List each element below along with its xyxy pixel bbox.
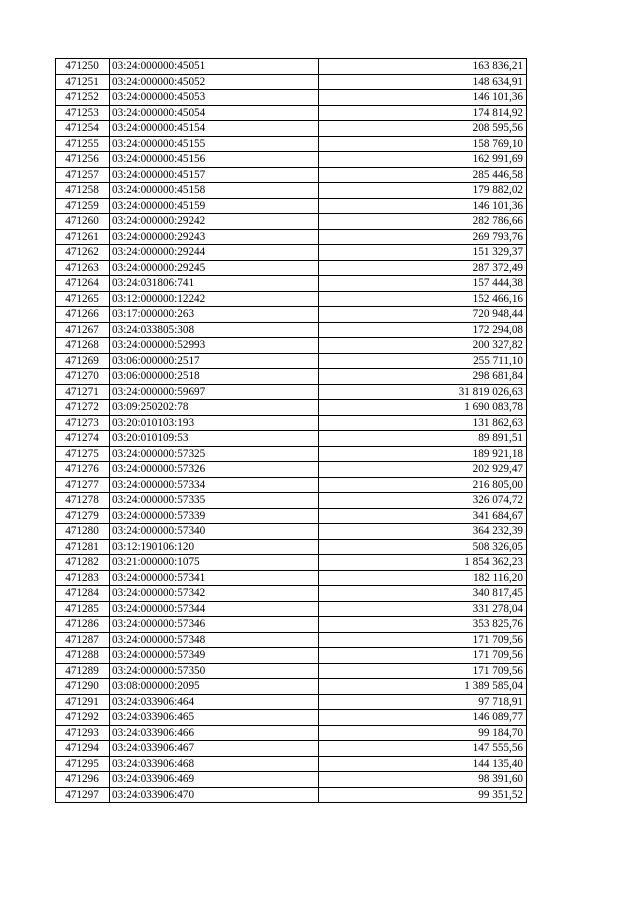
row-number-cell: 471283 xyxy=(56,570,110,586)
amount-cell: 146 101,36 xyxy=(319,198,527,214)
table-row xyxy=(56,570,527,586)
amount-cell: 182 116,20 xyxy=(319,570,527,586)
cadastral-number-cell: 03:24:033906:470 xyxy=(110,787,319,803)
amount-cell: 285 446,58 xyxy=(319,167,527,183)
amount-cell: 99 351,52 xyxy=(319,787,527,803)
table-row xyxy=(56,524,527,540)
table-row xyxy=(56,756,527,772)
cadastral-number-cell: 03:20:010103:193 xyxy=(110,415,319,431)
cadastral-number-cell: 03:24:000000:45155 xyxy=(110,136,319,152)
table-row xyxy=(56,694,527,710)
row-number-cell: 471251 xyxy=(56,74,110,90)
row-number-cell: 471260 xyxy=(56,214,110,230)
cadastral-number-cell: 03:06:000000:2518 xyxy=(110,369,319,385)
cadastral-number-cell: 03:24:000000:29243 xyxy=(110,229,319,245)
row-number-cell: 471285 xyxy=(56,601,110,617)
table-row xyxy=(56,136,527,152)
amount-cell: 172 294,08 xyxy=(319,322,527,338)
row-number-cell: 471270 xyxy=(56,369,110,385)
cadastral-number-cell: 03:24:000000:45051 xyxy=(110,59,319,75)
row-number-cell: 471271 xyxy=(56,384,110,400)
row-number-cell: 471291 xyxy=(56,694,110,710)
cadastral-number-cell: 03:24:000000:45159 xyxy=(110,198,319,214)
cadastral-number-cell: 03:24:000000:57346 xyxy=(110,617,319,633)
amount-cell: 148 634,91 xyxy=(319,74,527,90)
amount-cell: 146 089,77 xyxy=(319,710,527,726)
cadastral-number-cell: 03:17:000000:263 xyxy=(110,307,319,323)
table-row xyxy=(56,105,527,121)
table-row xyxy=(56,617,527,633)
amount-cell: 364 232,39 xyxy=(319,524,527,540)
table-row xyxy=(56,198,527,214)
row-number-cell: 471278 xyxy=(56,493,110,509)
table-row xyxy=(56,710,527,726)
table-row xyxy=(56,741,527,757)
amount-cell: 282 786,66 xyxy=(319,214,527,230)
cadastral-number-cell: 03:24:000000:57340 xyxy=(110,524,319,540)
cadastral-number-cell: 03:24:000000:45054 xyxy=(110,105,319,121)
amount-cell: 341 684,67 xyxy=(319,508,527,524)
table-row xyxy=(56,555,527,571)
row-number-cell: 471262 xyxy=(56,245,110,261)
table-row xyxy=(56,183,527,199)
row-number-cell: 471268 xyxy=(56,338,110,354)
row-number-cell: 471252 xyxy=(56,90,110,106)
cadastral-number-cell: 03:24:000000:29244 xyxy=(110,245,319,261)
amount-cell: 331 278,04 xyxy=(319,601,527,617)
amount-cell: 162 991,69 xyxy=(319,152,527,168)
amount-cell: 508 326,05 xyxy=(319,539,527,555)
table-row xyxy=(56,477,527,493)
row-number-cell: 471258 xyxy=(56,183,110,199)
amount-cell: 208 595,56 xyxy=(319,121,527,137)
cadastral-number-cell: 03:24:000000:57348 xyxy=(110,632,319,648)
row-number-cell: 471296 xyxy=(56,772,110,788)
table-row xyxy=(56,679,527,695)
cadastral-number-cell: 03:24:000000:29242 xyxy=(110,214,319,230)
amount-cell: 151 329,37 xyxy=(319,245,527,261)
table-row xyxy=(56,276,527,292)
row-number-cell: 471295 xyxy=(56,756,110,772)
table-row xyxy=(56,214,527,230)
table-row xyxy=(56,353,527,369)
table-row xyxy=(56,384,527,400)
row-number-cell: 471279 xyxy=(56,508,110,524)
cadastral-number-cell: 03:24:000000:57339 xyxy=(110,508,319,524)
row-number-cell: 471263 xyxy=(56,260,110,276)
amount-cell: 298 681,84 xyxy=(319,369,527,385)
table-row xyxy=(56,493,527,509)
data-table xyxy=(55,58,527,803)
row-number-cell: 471261 xyxy=(56,229,110,245)
amount-cell: 131 862,63 xyxy=(319,415,527,431)
table-row xyxy=(56,508,527,524)
amount-cell: 174 814,92 xyxy=(319,105,527,121)
amount-cell: 171 709,56 xyxy=(319,648,527,664)
cadastral-number-cell: 03:24:033906:466 xyxy=(110,725,319,741)
cadastral-number-cell: 03:24:000000:57334 xyxy=(110,477,319,493)
cadastral-number-cell: 03:24:033906:467 xyxy=(110,741,319,757)
cadastral-number-cell: 03:06:000000:2517 xyxy=(110,353,319,369)
row-number-cell: 471280 xyxy=(56,524,110,540)
cadastral-number-cell: 03:12:000000:12242 xyxy=(110,291,319,307)
row-number-cell: 471273 xyxy=(56,415,110,431)
amount-cell: 720 948,44 xyxy=(319,307,527,323)
table-body xyxy=(56,59,527,803)
cadastral-number-cell: 03:24:000000:45154 xyxy=(110,121,319,137)
cadastral-number-cell: 03:24:000000:29245 xyxy=(110,260,319,276)
amount-cell: 340 817,45 xyxy=(319,586,527,602)
row-number-cell: 471265 xyxy=(56,291,110,307)
table-row xyxy=(56,632,527,648)
cadastral-number-cell: 03:24:000000:45158 xyxy=(110,183,319,199)
cadastral-number-cell: 03:24:000000:45053 xyxy=(110,90,319,106)
amount-cell: 157 444,38 xyxy=(319,276,527,292)
amount-cell: 216 805,00 xyxy=(319,477,527,493)
row-number-cell: 471272 xyxy=(56,400,110,416)
row-number-cell: 471255 xyxy=(56,136,110,152)
row-number-cell: 471277 xyxy=(56,477,110,493)
row-number-cell: 471281 xyxy=(56,539,110,555)
cadastral-number-cell: 03:24:000000:57342 xyxy=(110,586,319,602)
table-row xyxy=(56,648,527,664)
cadastral-number-cell: 03:24:031806:741 xyxy=(110,276,319,292)
table-row xyxy=(56,787,527,803)
cadastral-number-cell: 03:24:033906:465 xyxy=(110,710,319,726)
amount-cell: 171 709,56 xyxy=(319,663,527,679)
table-row xyxy=(56,601,527,617)
row-number-cell: 471290 xyxy=(56,679,110,695)
amount-cell: 163 836,21 xyxy=(319,59,527,75)
row-number-cell: 471289 xyxy=(56,663,110,679)
table-row xyxy=(56,59,527,75)
row-number-cell: 471286 xyxy=(56,617,110,633)
row-number-cell: 471266 xyxy=(56,307,110,323)
amount-cell: 189 921,18 xyxy=(319,446,527,462)
table-row xyxy=(56,725,527,741)
amount-cell: 1 690 083,78 xyxy=(319,400,527,416)
table-row xyxy=(56,446,527,462)
cadastral-number-cell: 03:24:000000:57341 xyxy=(110,570,319,586)
table-row xyxy=(56,772,527,788)
cadastral-number-cell: 03:24:000000:52993 xyxy=(110,338,319,354)
row-number-cell: 471288 xyxy=(56,648,110,664)
amount-cell: 147 555,56 xyxy=(319,741,527,757)
amount-cell: 144 135,40 xyxy=(319,756,527,772)
table-row xyxy=(56,431,527,447)
cadastral-number-cell: 03:24:000000:57350 xyxy=(110,663,319,679)
row-number-cell: 471284 xyxy=(56,586,110,602)
row-number-cell: 471254 xyxy=(56,121,110,137)
amount-cell: 99 184,70 xyxy=(319,725,527,741)
row-number-cell: 471292 xyxy=(56,710,110,726)
amount-cell: 146 101,36 xyxy=(319,90,527,106)
table-row xyxy=(56,291,527,307)
cadastral-number-cell: 03:08:000000:2095 xyxy=(110,679,319,695)
row-number-cell: 471274 xyxy=(56,431,110,447)
row-number-cell: 471276 xyxy=(56,462,110,478)
row-number-cell: 471257 xyxy=(56,167,110,183)
amount-cell: 158 769,10 xyxy=(319,136,527,152)
cadastral-number-cell: 03:24:033906:464 xyxy=(110,694,319,710)
row-number-cell: 471282 xyxy=(56,555,110,571)
table-row xyxy=(56,260,527,276)
cadastral-number-cell: 03:24:033906:468 xyxy=(110,756,319,772)
amount-cell: 200 327,82 xyxy=(319,338,527,354)
table-row xyxy=(56,322,527,338)
row-number-cell: 471256 xyxy=(56,152,110,168)
table-row xyxy=(56,245,527,261)
cadastral-number-cell: 03:24:000000:57326 xyxy=(110,462,319,478)
cadastral-number-cell: 03:24:000000:57335 xyxy=(110,493,319,509)
table-row xyxy=(56,229,527,245)
cadastral-number-cell: 03:24:033906:469 xyxy=(110,772,319,788)
amount-cell: 171 709,56 xyxy=(319,632,527,648)
cadastral-number-cell: 03:24:000000:45157 xyxy=(110,167,319,183)
cadastral-number-cell: 03:24:000000:59697 xyxy=(110,384,319,400)
row-number-cell: 471297 xyxy=(56,787,110,803)
table-row xyxy=(56,152,527,168)
table-row xyxy=(56,663,527,679)
amount-cell: 152 466,16 xyxy=(319,291,527,307)
amount-cell: 326 074,72 xyxy=(319,493,527,509)
cadastral-number-cell: 03:21:000000:1075 xyxy=(110,555,319,571)
cadastral-number-cell: 03:24:000000:57349 xyxy=(110,648,319,664)
row-number-cell: 471267 xyxy=(56,322,110,338)
cadastral-number-cell: 03:24:000000:57344 xyxy=(110,601,319,617)
table-row xyxy=(56,90,527,106)
amount-cell: 1 854 362,23 xyxy=(319,555,527,571)
table-row xyxy=(56,167,527,183)
cadastral-number-cell: 03:24:000000:57325 xyxy=(110,446,319,462)
cadastral-number-cell: 03:20:010109:53 xyxy=(110,431,319,447)
row-number-cell: 471287 xyxy=(56,632,110,648)
table-row xyxy=(56,369,527,385)
table-row xyxy=(56,307,527,323)
amount-cell: 179 882,02 xyxy=(319,183,527,199)
row-number-cell: 471293 xyxy=(56,725,110,741)
amount-cell: 255 711,10 xyxy=(319,353,527,369)
table-row xyxy=(56,338,527,354)
table-row xyxy=(56,400,527,416)
amount-cell: 202 929,47 xyxy=(319,462,527,478)
row-number-cell: 471264 xyxy=(56,276,110,292)
cadastral-number-cell: 03:09:250202:78 xyxy=(110,400,319,416)
row-number-cell: 471259 xyxy=(56,198,110,214)
table-row xyxy=(56,462,527,478)
cadastral-number-cell: 03:24:033805:308 xyxy=(110,322,319,338)
amount-cell: 269 793,76 xyxy=(319,229,527,245)
amount-cell: 353 825,76 xyxy=(319,617,527,633)
table-row xyxy=(56,539,527,555)
amount-cell: 287 372,49 xyxy=(319,260,527,276)
amount-cell: 31 819 026,63 xyxy=(319,384,527,400)
table-row xyxy=(56,415,527,431)
row-number-cell: 471253 xyxy=(56,105,110,121)
table-row xyxy=(56,586,527,602)
row-number-cell: 471250 xyxy=(56,59,110,75)
row-number-cell: 471275 xyxy=(56,446,110,462)
amount-cell: 97 718,91 xyxy=(319,694,527,710)
table-row xyxy=(56,74,527,90)
amount-cell: 1 389 585,04 xyxy=(319,679,527,695)
table-row xyxy=(56,121,527,137)
amount-cell: 98 391,60 xyxy=(319,772,527,788)
row-number-cell: 471269 xyxy=(56,353,110,369)
row-number-cell: 471294 xyxy=(56,741,110,757)
amount-cell: 89 891,51 xyxy=(319,431,527,447)
cadastral-number-cell: 03:24:000000:45156 xyxy=(110,152,319,168)
cadastral-number-cell: 03:24:000000:45052 xyxy=(110,74,319,90)
cadastral-number-cell: 03:12:190106:120 xyxy=(110,539,319,555)
